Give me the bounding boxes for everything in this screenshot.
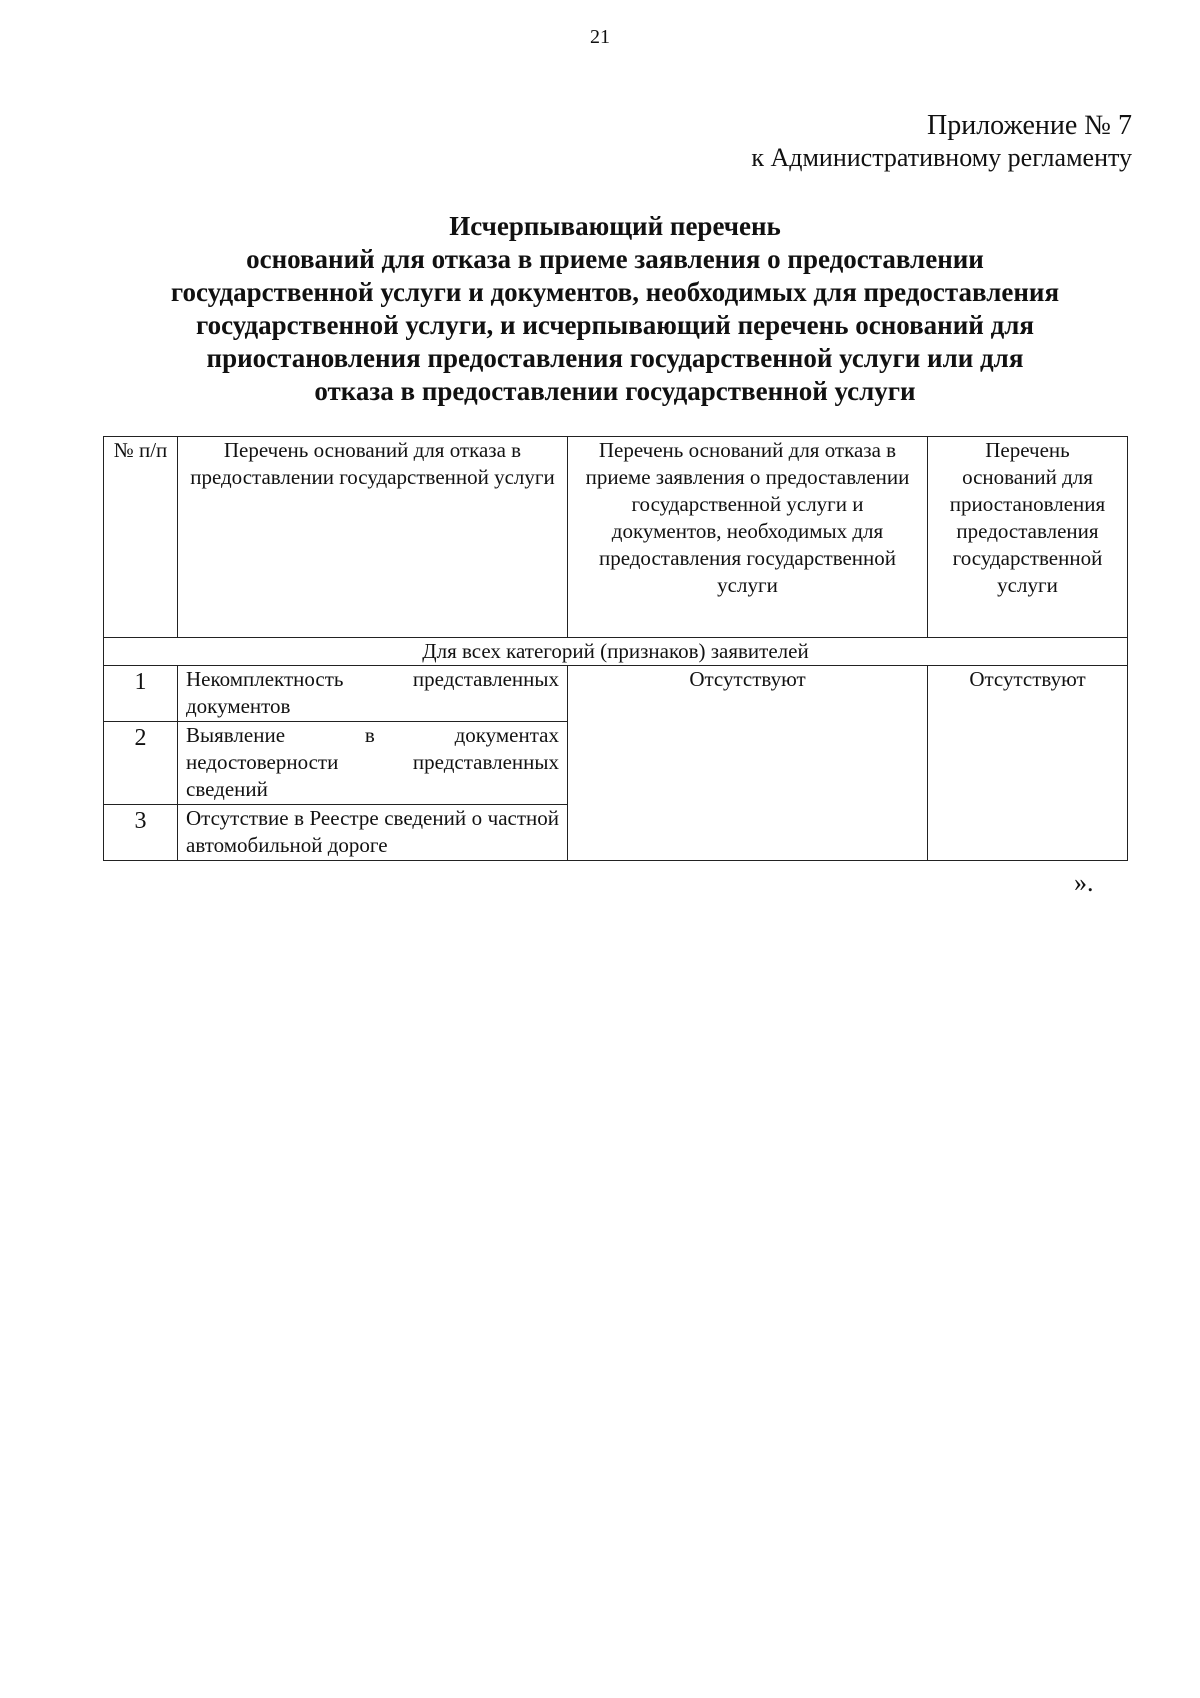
- header-refusal-application: Перечень оснований для отказа в приеме заявления о предоставлении государственной услуги и документов, необходимых для предоставления государственной услуги: [568, 437, 928, 638]
- page-number: 21: [590, 26, 610, 48]
- refusal-application-value: Отсутствуют: [568, 666, 928, 861]
- header-suspension: Перечень оснований для приостановления предоставления государственной услуги: [928, 437, 1128, 638]
- table-header-row: [104, 437, 1128, 638]
- appendix-reference: к Административному регламенту: [751, 143, 1132, 172]
- section-row: [104, 638, 1128, 666]
- row-ground: Некомплектность представленных документов: [178, 666, 568, 722]
- title-line: приостановления предоставления государственной услуги или для: [206, 343, 1024, 373]
- row-ground: Выявление в документах недостоверности представленных сведений: [178, 722, 568, 805]
- header-num: № п/п: [104, 437, 178, 638]
- row-number: 1: [104, 666, 178, 722]
- row-ground: Отсутствие в Реестре сведений о частной автомобильной дороге: [178, 805, 568, 861]
- table-row: [104, 666, 1128, 722]
- grounds-table: [103, 436, 1128, 861]
- header-refusal-service: Перечень оснований для отказа в предоставлении государственной услуги: [178, 437, 568, 638]
- appendix-number: Приложение № 7: [927, 110, 1132, 141]
- title-line: отказа в предоставлении государственной услуги: [314, 376, 916, 406]
- closing-quote: ».: [1074, 868, 1094, 897]
- title-line: государственной услуги, и исчерпывающий перечень оснований для: [195, 310, 1035, 340]
- title-line: государственной услуги и документов, необходимых для предоставления: [170, 277, 1060, 307]
- appendix-heading: [751, 110, 1132, 174]
- document-title: [150, 210, 1080, 408]
- row-number: 2: [104, 722, 178, 805]
- title-line: Исчерпывающий перечень: [449, 211, 781, 241]
- suspension-value: Отсутствуют: [928, 666, 1128, 861]
- section-label: Для всех категорий (признаков) заявителей: [104, 638, 1128, 666]
- title-line: оснований для отказа в приеме заявления о предоставлении: [246, 244, 984, 274]
- row-number: 3: [104, 805, 178, 861]
